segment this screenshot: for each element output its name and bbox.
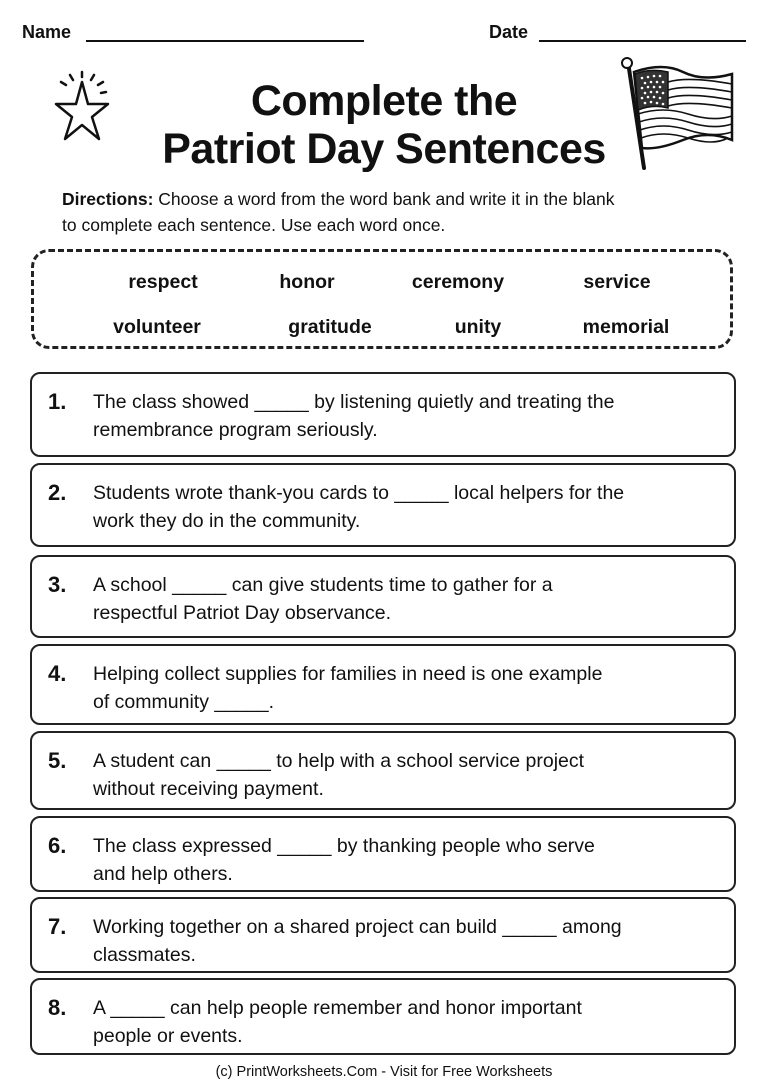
question-number: 5.	[48, 748, 67, 773]
question-text-line: A school _____ can give students time to gather for a	[93, 574, 553, 596]
question-text[interactable]	[93, 479, 712, 535]
question-2	[30, 463, 736, 547]
question-number: 8.	[48, 995, 67, 1020]
word-bank	[31, 249, 733, 349]
page-title-line-1: Complete the	[250, 77, 518, 125]
question-text[interactable]	[93, 747, 712, 803]
directions-text-1: Choose a word from the word bank and write it in the blank	[158, 189, 615, 209]
question-number: 2.	[48, 480, 67, 505]
word-bank-item: volunteer	[113, 316, 201, 338]
question-text-line: A student can _____ to help with a school service project	[93, 750, 585, 772]
directions-label: Directions:	[62, 189, 154, 209]
word-bank-item: unity	[454, 316, 502, 338]
question-text[interactable]	[93, 571, 712, 627]
footer-credit: (c) PrintWorksheets.Com - Visit for Free Worksheets	[215, 1064, 553, 1080]
question-number: 6.	[48, 833, 67, 858]
question-8	[30, 978, 736, 1055]
name-field[interactable]	[86, 40, 364, 42]
date-label: Date	[489, 22, 529, 42]
word-bank-item: ceremony	[411, 271, 505, 293]
page-title-line-2: Patriot Day Sentences	[162, 125, 606, 173]
question-5	[30, 731, 736, 810]
word-bank-item: memorial	[582, 316, 670, 338]
question-3	[30, 555, 736, 638]
question-4	[30, 644, 736, 725]
directions	[62, 186, 722, 238]
question-7	[30, 897, 736, 973]
question-text-line: Working together on a shared project can build _____ among	[93, 916, 622, 938]
date-field[interactable]	[539, 40, 746, 42]
question-6	[30, 816, 736, 892]
question-text[interactable]	[93, 994, 712, 1050]
question-1	[30, 372, 736, 457]
question-text[interactable]	[93, 660, 712, 716]
name-date-row	[22, 18, 746, 48]
question-number: 1.	[48, 389, 67, 414]
word-bank-item: service	[583, 271, 651, 293]
word-bank-item: respect	[128, 271, 198, 293]
question-text-line: work they do in the community.	[93, 510, 361, 532]
question-text-line: classmates.	[93, 944, 196, 966]
question-text-line: respectful Patriot Day observance.	[93, 602, 392, 624]
question-text-line: A _____ can help people remember and honor important	[93, 997, 582, 1019]
question-text-line: people or events.	[93, 1025, 243, 1047]
question-text-line: of community _____.	[93, 691, 275, 713]
word-bank-item: gratitude	[288, 316, 372, 338]
question-text-line: The class showed _____ by listening quietly and treating the	[93, 391, 615, 413]
question-text[interactable]	[93, 388, 712, 444]
question-text-line: and help others.	[93, 863, 233, 885]
directions-text-2: to complete each sentence. Use each word once.	[62, 215, 446, 235]
question-text[interactable]	[93, 832, 712, 888]
word-bank-item: honor	[279, 271, 335, 293]
question-text-line: Helping collect supplies for families in need is one example	[93, 663, 603, 685]
question-number: 4.	[48, 661, 67, 686]
question-text-line: without receiving payment.	[93, 778, 324, 800]
question-number: 3.	[48, 572, 67, 597]
question-number: 7.	[48, 914, 67, 939]
question-text-line: Students wrote thank-you cards to _____ local helpers for the	[93, 482, 625, 504]
question-text-line: The class expressed _____ by thanking people who serve	[93, 835, 595, 857]
question-text[interactable]	[93, 913, 712, 969]
name-label: Name	[22, 22, 72, 42]
question-text-line: remembrance program seriously.	[93, 419, 378, 441]
